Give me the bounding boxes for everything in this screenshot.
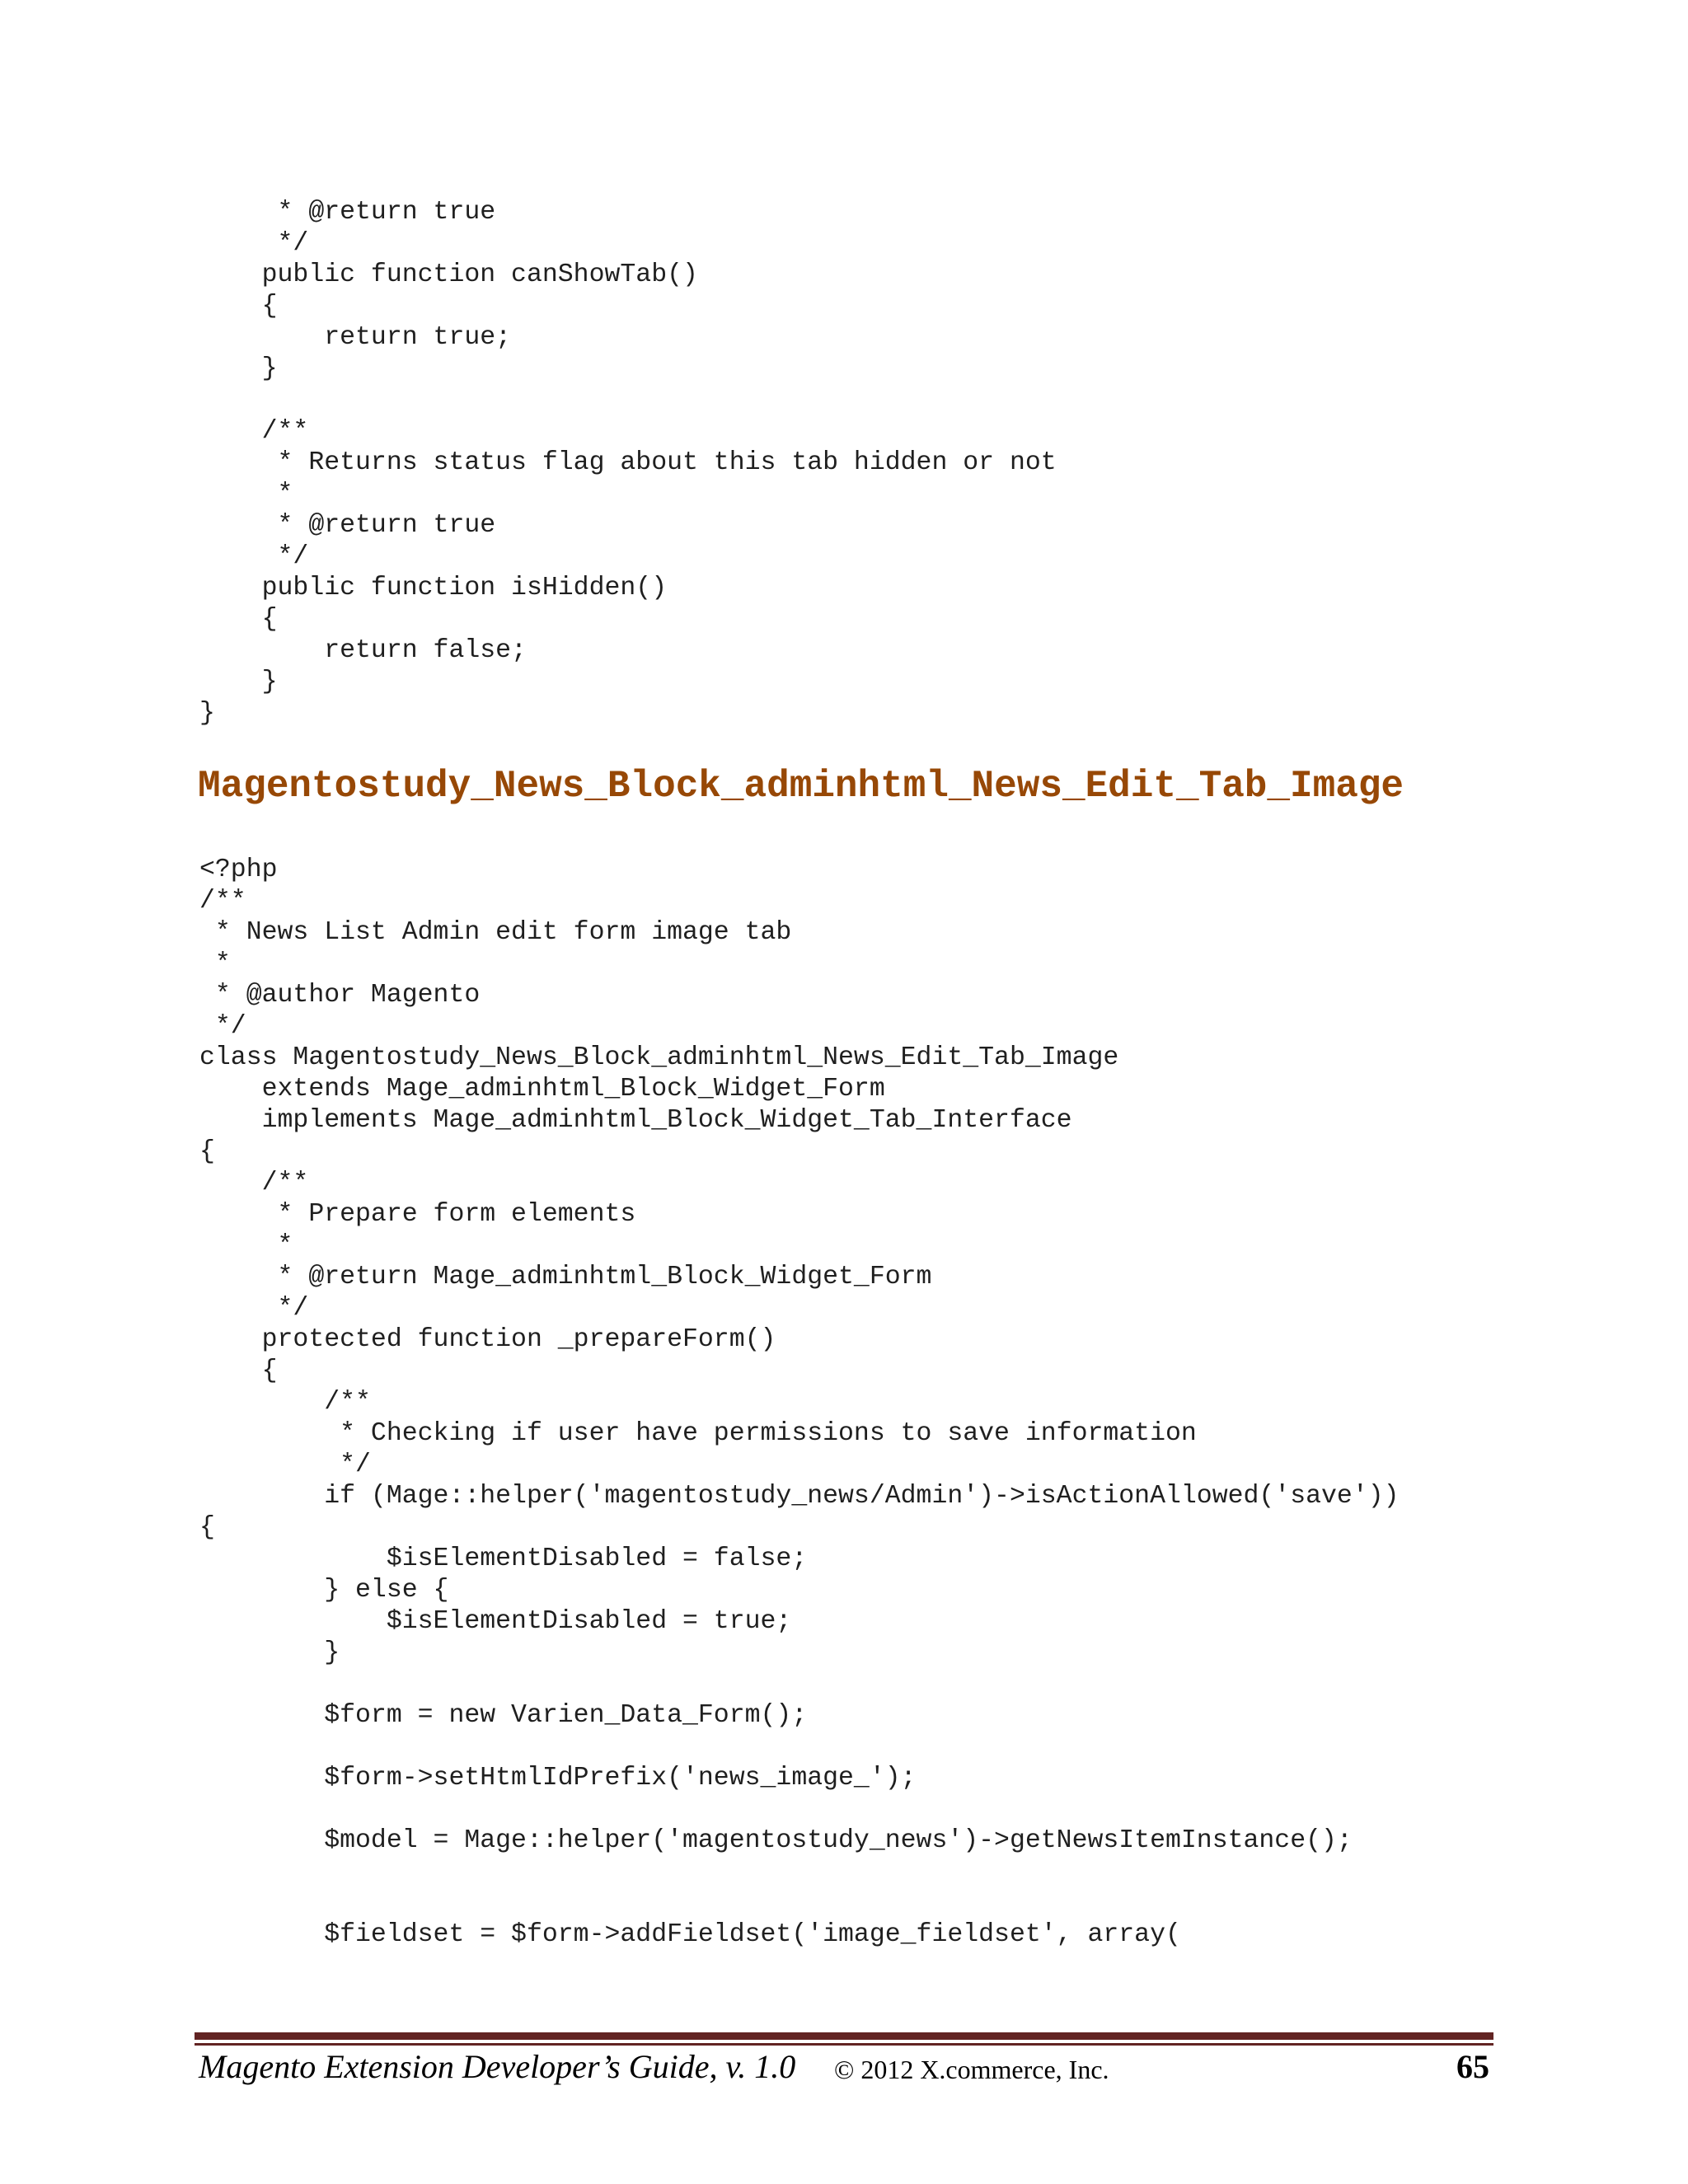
page-number: 65 <box>1456 2048 1489 2085</box>
footer-rule-thick <box>195 2032 1493 2040</box>
code-listing-continued: * @return true */ public function canShowTab() { return true; } /** * Returns status flag about this tab hidden or not * * @return true */ public function isHidden() { return false; } } <box>199 198 1057 728</box>
footer-book-title: Magento Extension Developer’s Guide, v. 1.0 <box>199 2048 796 2085</box>
section-heading: Magentostudy_News_Block_adminhtml_News_Edit_Tab_Image <box>198 765 1404 808</box>
code-listing-image-tab: <?php /** * News List Admin edit form image tab * * @author Magento */ class Magentostudy_News_Block_adminhtml_News_Edit_Tab_Image extends Mage_adminhtml_Block_Widget_Form implements Mage_adminhtml_Block_Widget_Tab_Interface { /** * Prepare form elements * * @return Mage_adminhtml_Block_Widget_Form */ protected function _prepareForm() { /** * Checking if user have permissions to save information */ if (Mage::helper('magentostudy_news/Admin')->isActionAllowed('save')) { $isElementDisabled = false; } else { $isElementDisabled = true; } $form = new Varien_Data_Form(); $form->setHtmlIdPrefix('news_image_'); $model = Mage::helper('magentostudy_news')->getNewsItemInstance(); $fieldset = $form->addFieldset('image_fieldset', array( <box>199 855 1400 1949</box>
footer-copyright: © 2012 X.commerce, Inc. <box>834 2055 1109 2084</box>
footer-rule-thin <box>195 2043 1493 2046</box>
